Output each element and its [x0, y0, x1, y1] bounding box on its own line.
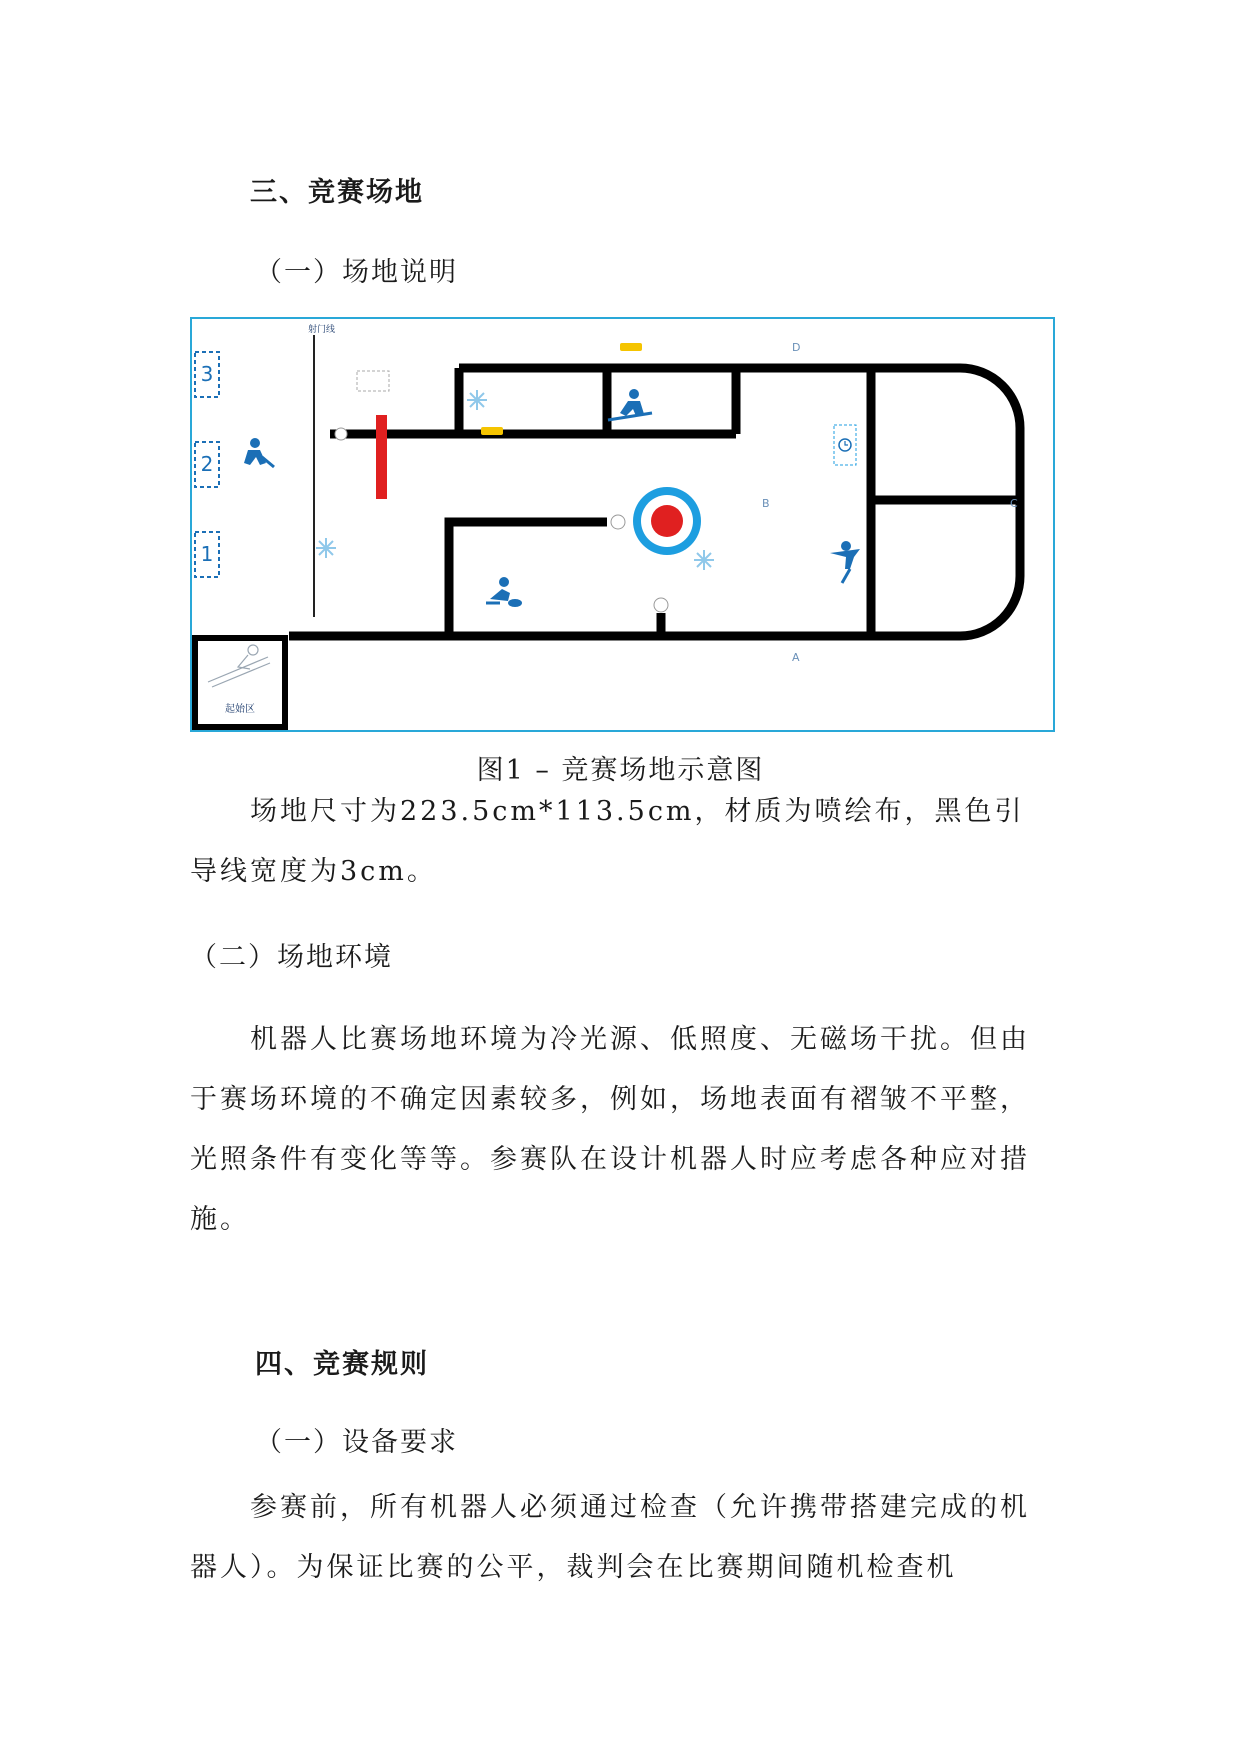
paragraph-site-size: 场地尺寸为223.5cm*113.5cm，材质为喷绘布，黑色引导线宽度为3cm。	[190, 796, 1025, 887]
point-label-a: A	[792, 651, 800, 664]
subsection-site-environment: （二）场地环境	[190, 942, 393, 973]
gate-line-label: 射门线	[308, 325, 336, 335]
point-label-d: D	[792, 341, 801, 354]
red-bar	[376, 415, 387, 499]
slot-label-2: 2	[200, 452, 214, 476]
point-label-c: C	[1010, 497, 1018, 510]
curling-target-icon	[633, 487, 701, 555]
start-zone-label: 起始区	[225, 704, 255, 715]
subsection-site-description: （一）场地说明	[255, 257, 458, 288]
section-4-title: 四、竞赛规则	[255, 1349, 429, 1380]
paragraph-environment: 机器人比赛场地环境为冷光源、低照度、无磁场干扰。但由于赛场环境的不确定因素较多，例如，场地表面有褶皱不平整，光照条件有变化等等。参赛队在设计机器人时应考虑各种应对措施。	[190, 1024, 1030, 1235]
paragraph-equipment: 参赛前，所有机器人必须通过检查（允许携带搭建完成的机器人）。为保证比赛的公平，裁判会在比赛期间随机检查机	[190, 1492, 1030, 1583]
slot-label-3: 3	[200, 362, 214, 386]
section-3-title: 三、竞赛场地	[250, 177, 424, 208]
yellow-tag	[620, 343, 642, 351]
point-label-b: B	[762, 497, 770, 510]
subsection-equipment-requirements: （一）设备要求	[255, 1427, 458, 1458]
slot-label-1: 1	[200, 542, 214, 566]
yellow-tag	[481, 427, 503, 435]
figure-caption: 图1 – 竞赛场地示意图	[476, 755, 765, 786]
field-diagram	[190, 317, 1055, 732]
